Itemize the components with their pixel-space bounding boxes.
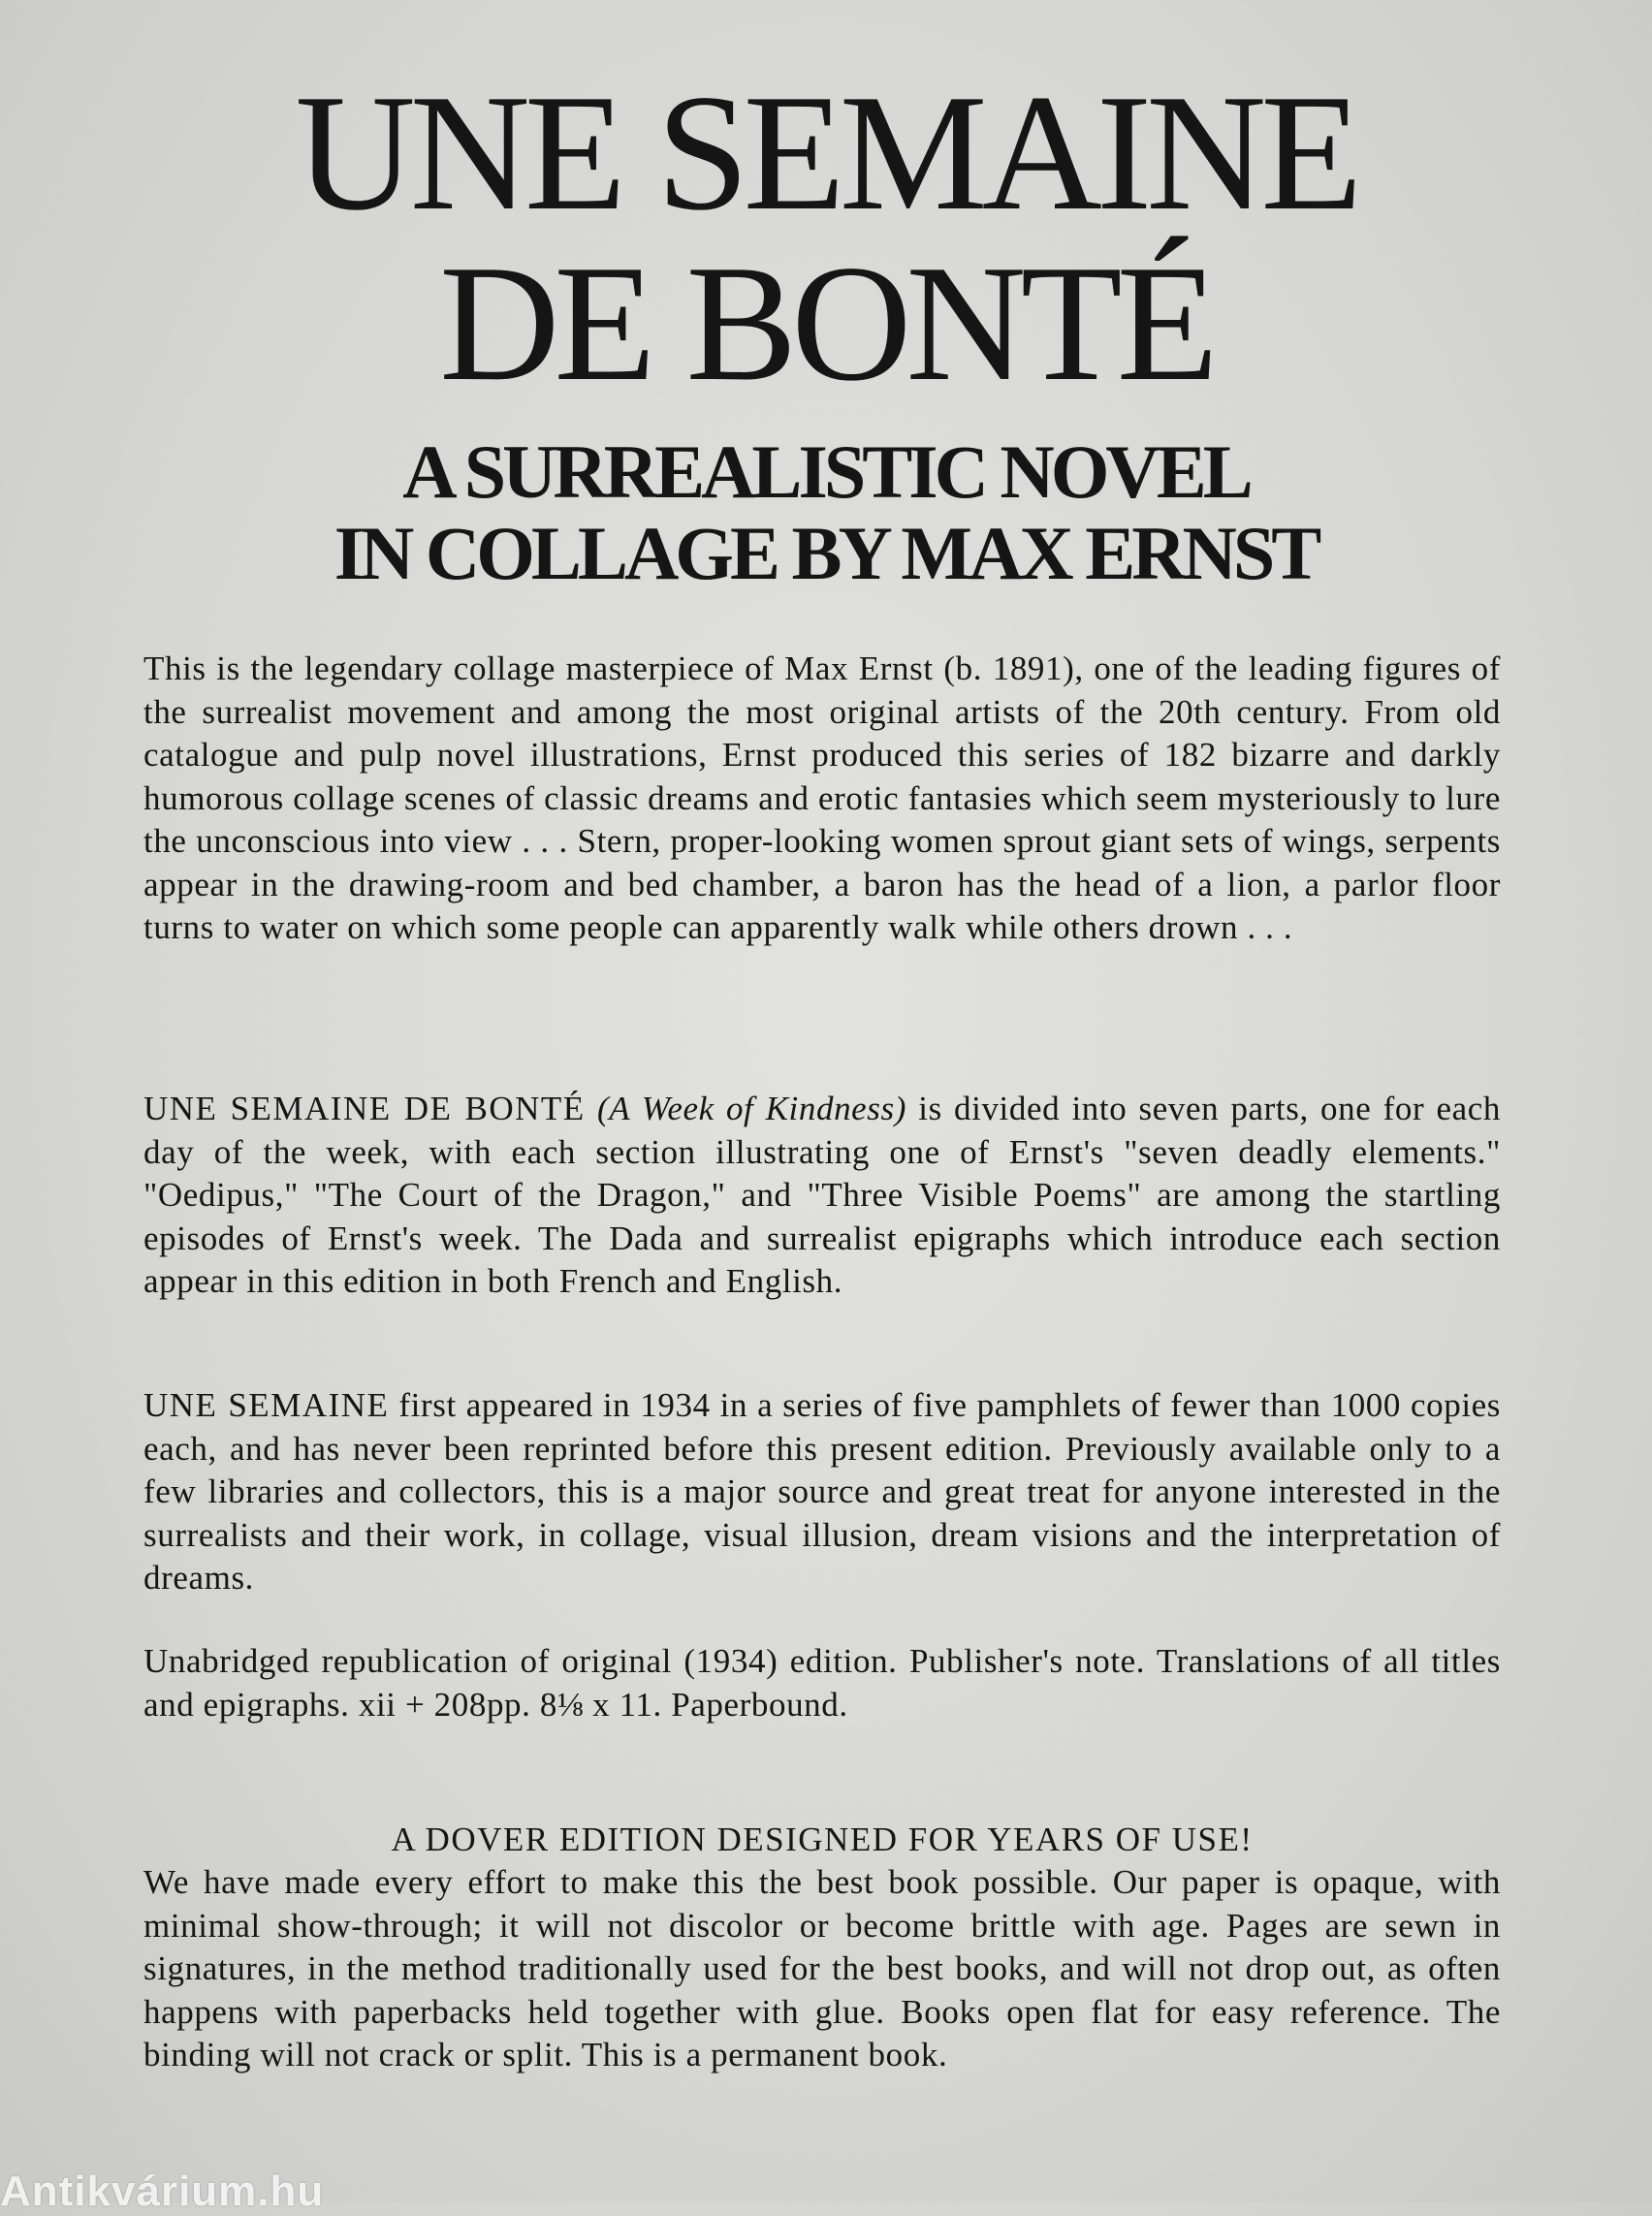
title-line-1: UNE SEMAINE: [295, 61, 1357, 245]
edition-details: Unabridged republication of original (1934) edition. Publisher's note. Translations of all titles and epigraphs. xii + 208pp. 8⅛ x 11. Paperbound.: [143, 1642, 1501, 1724]
watermark: Antikvárium.hu: [0, 2168, 325, 2215]
short-title-caps: UNE SEMAINE: [143, 1386, 390, 1424]
history-paragraph: [143, 1384, 1501, 1600]
structure-paragraph-text: is divided into seven parts, one for each day of the week, with each section illustrating one of Ernst's "seven deadly elements." "Oedipus," "The Court of the Dragon," and "Three Visible Poems" are among the startling episodes of Ernst's week. The Dada and surrealist epigraphs which introduce each section appear in this edition in both French and English.: [143, 1090, 1501, 1300]
subtitle-line-1: A SURREALISTIC NOVEL: [402, 429, 1250, 514]
dover-heading: A DOVER EDITION DESIGNED FOR YEARS OF USE!: [391, 1820, 1254, 1858]
subtitle-line-2: IN COLLAGE BY MAX ERNST: [334, 511, 1318, 595]
book-title-caps: UNE SEMAINE DE BONTÉ: [143, 1090, 586, 1127]
history-paragraph-text: first appeared in 1934 in a series of five pamphlets of fewer than 1000 copies each, and has never been reprinted before this present edition. Previously available only to a few libraries and collectors, this is a major source and great treat for anyone interested in the surrealists and their work, in collage, visual illusion, dream visions and the interpretation of dreams.: [143, 1386, 1502, 1597]
structure-paragraph: [143, 1088, 1501, 1304]
title-line-2: DE BONTÉ: [439, 232, 1213, 416]
dover-paragraph: We have made every effort to make this the best book possible. Our paper is opaque, with minimal show-through; it will not discolor or become brittle with age. Pages are sewn in signatures, in the method traditionally used for the best books, and will not drop out, as often happens with paperbacks held together with glue. Books open flat for easy reference. The binding will not crack or split. This is a permanent book.: [143, 1863, 1501, 2074]
description-paragraph: This is the legendary collage masterpiece of Max Ernst (b. 1891), one of the leading figures of the surrealist movement and among the most original artists of the 20th century. From old catalogue and pulp novel illustrations, Ernst produced this series of 182 bizarre and darkly humorous collage scenes of classic dreams and erotic fantasies which seem mysteriously to lure the unconscious into view . . . Stern, proper-looking women sprout giant sets of wings, serpents appear in the drawing-room and bed chamber, a baron has the head of a lion, a parlor floor turns to water on which some people can apparently walk while others drown . . .: [143, 649, 1501, 946]
book-title-translation: (A Week of Kindness): [596, 1090, 907, 1127]
